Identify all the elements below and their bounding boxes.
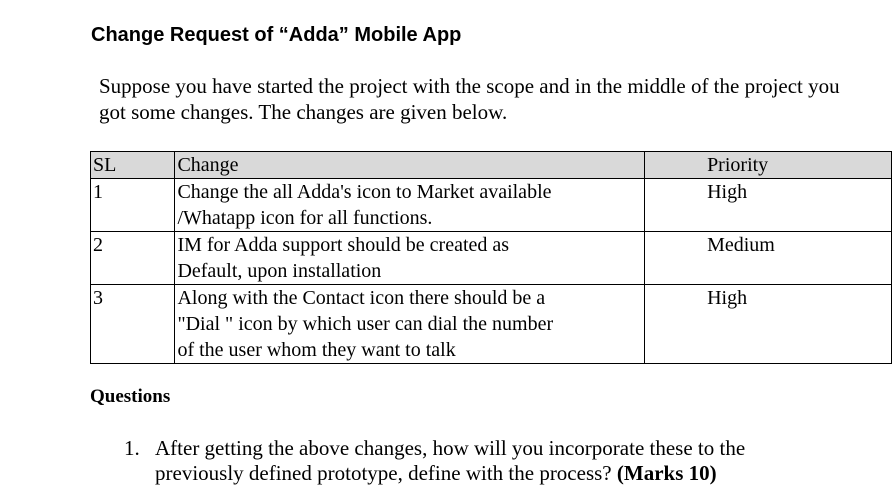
change-line: Along with the Contact icon there should be a <box>177 287 546 309</box>
intro-line: Suppose you have started the project with the scope and in the middle of the project you <box>99 74 840 98</box>
table-row <box>91 285 892 364</box>
question-line-2 <box>155 461 892 486</box>
question-number: 1. <box>124 436 140 460</box>
table-header-row <box>91 152 892 179</box>
question-line-text: previously defined prototype, define with the process? <box>155 461 612 485</box>
cell-sl: 1 <box>91 179 175 232</box>
question-text <box>155 436 892 486</box>
cell-sl: 2 <box>91 232 175 285</box>
cell-priority: High <box>645 285 892 364</box>
cell-sl: 3 <box>91 285 175 364</box>
cell-change <box>175 285 645 364</box>
intro-line: got some changes. The changes are given below. <box>99 100 508 124</box>
header-sl: SL <box>91 152 175 179</box>
table-row <box>91 232 892 285</box>
change-line: of the user whom they want to talk <box>177 339 456 361</box>
change-line: Change the all Adda's icon to Market available <box>177 181 552 203</box>
table-row <box>91 179 892 232</box>
intro-paragraph <box>99 73 889 125</box>
cell-priority: High <box>645 179 892 232</box>
change-line: /Whatapp icon for all functions. <box>177 207 433 229</box>
header-priority: Priority <box>645 152 892 179</box>
cell-change <box>175 179 645 232</box>
document-title: Change Request of “Adda” Mobile App <box>91 24 462 46</box>
cell-priority: Medium <box>645 232 892 285</box>
question-line: After getting the above changes, how will you incorporate these to the <box>155 436 746 460</box>
change-line: "Dial " icon by which user can dial the number <box>177 313 554 335</box>
change-line: Default, upon installation <box>177 260 382 282</box>
change-line: IM for Adda support should be created as <box>177 234 510 256</box>
cell-change <box>175 232 645 285</box>
question-marks: (Marks 10) <box>616 461 717 485</box>
questions-heading: Questions <box>90 386 171 407</box>
header-change: Change <box>175 152 645 179</box>
change-request-table <box>90 151 892 364</box>
